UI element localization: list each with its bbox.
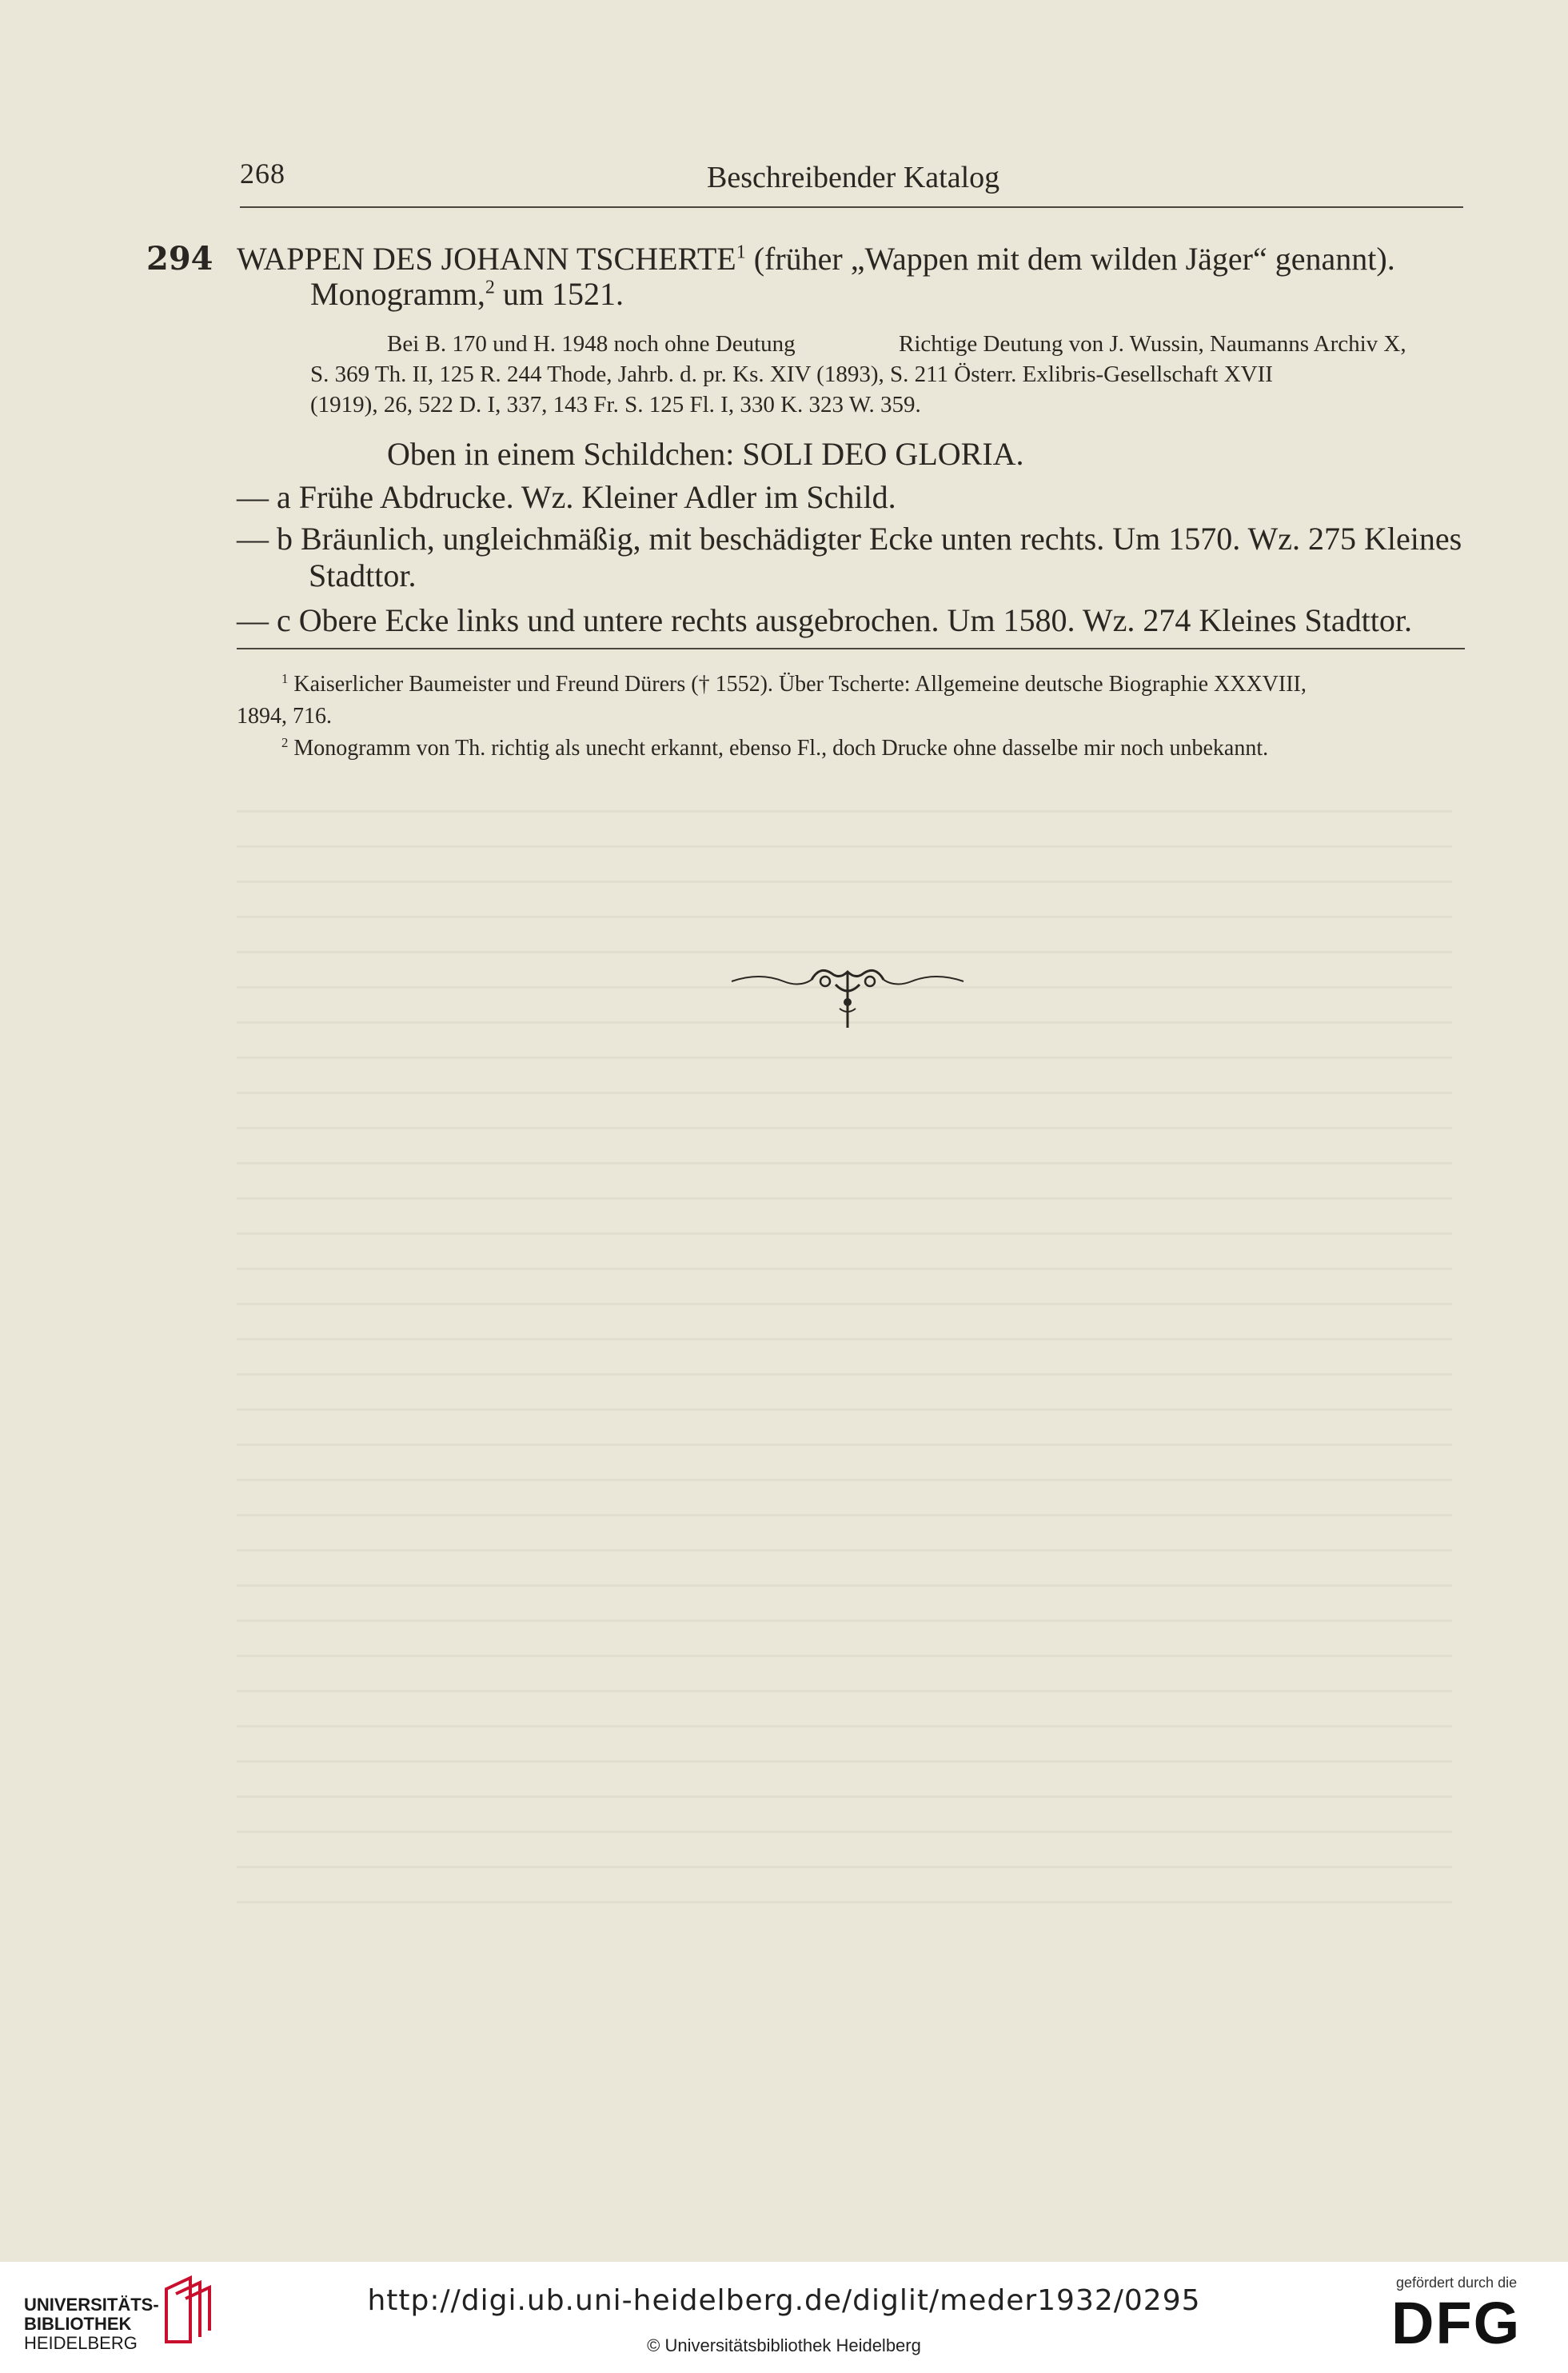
running-title: Beschreibender Katalog [707,161,1000,194]
footer-bar [0,2262,1568,2373]
footnote-1 [281,672,1307,697]
header-rule [240,206,1463,208]
references-line-2: S. 369 Th. II, 125 R. 244 Thode, Jahrb. d. pr. Ks. XIV (1893), S. 211 Österr. Exlibris-Gesellschaft XVII [310,362,1273,387]
state-b: — b Bräunlich, ungleichmäßig, mit beschädigter Ecke unten rechts. Um 1570. Wz. 275 Kleines [237,521,1462,557]
funding-label: gefördert durch die [1396,2275,1518,2291]
state-b-continued: Stadttor. [309,557,417,593]
library-line-2: BIBLIOTHEK [24,2314,132,2334]
entry-title: WAPPEN DES JOHANN TSCHERTE [237,241,736,277]
entry-date: um 1521. [494,276,624,312]
entry-title-line [237,240,1395,278]
permalink-url[interactable]: http://digi.ub.uni-heidelberg.de/diglit/meder1932/0295 [367,2284,1201,2317]
footnote-2 [281,736,1268,761]
footnote-2-text: Monogramm von Th. richtig als unecht erkannt, ebenso Fl., doch Drucke ohne dasselbe mir noch unbekannt. [288,736,1269,761]
footnote-1-continued: 1894, 716. [237,704,332,729]
footnote-ref-2: 2 [485,277,495,298]
footnote-1-number: 1 [281,670,289,686]
entry-title-rest: (früher „Wappen mit dem wilden Jäger“ genannt). [745,241,1395,277]
references-line-3: (1919), 26, 522 D. I, 337, 143 Fr. S. 125 Fl. I, 330 K. 323 W. 359. [310,392,921,417]
entry-date-line [310,275,624,313]
page-number: 268 [240,158,285,190]
dfg-logo: DFG [1391,2290,1522,2356]
motto-line: Oben in einem Schildchen: SOLI DEO GLORIA. [387,436,1024,472]
library-line-1: UNIVERSITÄTS- [24,2295,159,2315]
ornament-icon [728,956,968,1036]
references-line-1b: Richtige Deutung von J. Wussin, Naumanns Archiv X, [899,331,1406,357]
footnote-1-text: Kaiserlicher Baumeister und Freund Dürers († 1552). Über Tscherte: Allgemeine deutsche Biographie XXXVIII, [288,672,1307,697]
copyright-notice: © Universitätsbibliothek Heidelberg [647,2335,921,2355]
references-line-1a: Bei B. 170 und H. 1948 noch ohne Deutung [387,331,796,357]
footnote-2-number: 2 [281,734,289,750]
state-c: — c Obere Ecke links und untere rechts ausgebrochen. Um 1580. Wz. 274 Kleines Stadttor. [237,602,1412,638]
state-a: — a Frühe Abdrucke. Wz. Kleiner Adler im Schild. [237,479,896,515]
footnote-rule [237,648,1465,649]
monogram-label: Monogramm, [310,276,485,312]
footnote-ref-1: 1 [736,242,746,263]
entry-number: 294 [146,240,213,278]
library-line-3: HEIDELBERG [24,2333,138,2353]
